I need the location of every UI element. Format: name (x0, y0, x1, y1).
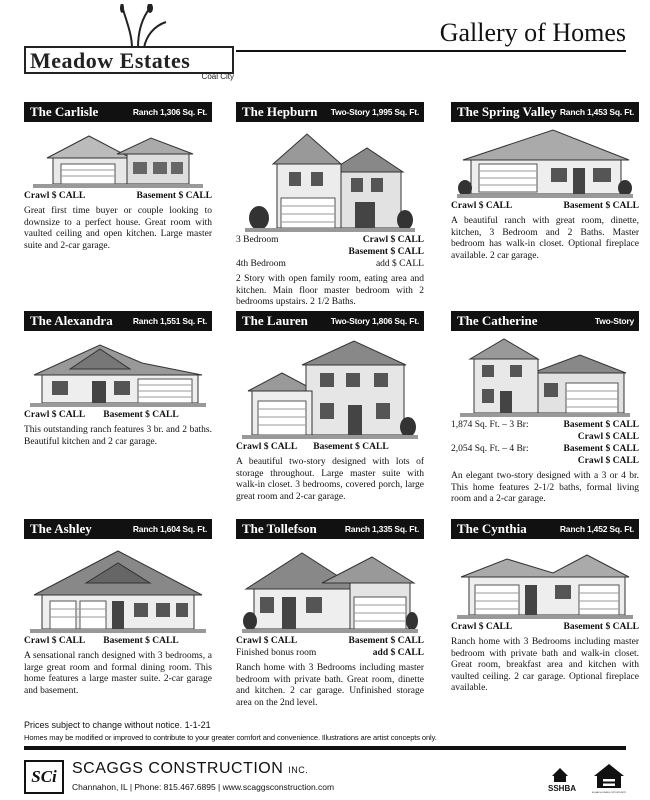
home-description: A beautiful ranch with great room, dinette, kitchen, 3 Bedroom and 2 Baths. Master bedroom has walk-in closet. Optional fireplace available. 2 car garage. (451, 216, 639, 261)
page-title: Gallery of Homes (439, 18, 626, 47)
card-header (451, 102, 639, 122)
pricing-row (236, 441, 424, 453)
pricing-label: 3 Bedroom (236, 235, 279, 245)
home-card-tollefson (236, 519, 424, 709)
home-name: The Cynthia (457, 521, 527, 536)
price-notice: Prices subject to change without notice. 1-1-21 (24, 720, 211, 730)
home-description: This outstanding ranch features 3 br. and 2 baths. Beautiful kitchen and 2 car garage. (24, 425, 212, 447)
pricing-row (24, 409, 212, 421)
pricing-block (451, 419, 639, 467)
house-illustration (460, 335, 630, 417)
footer-divider (24, 746, 626, 750)
pricing-block (24, 635, 212, 647)
home-description: A sensational ranch designed with 3 bedrooms, a large great room and formal dining room. This home features a large master suite. 2-car garage and basement. (24, 651, 212, 696)
pricing-value: Basement $ CALL (563, 420, 639, 430)
pricing-label: Crawl $ CALL (24, 191, 86, 201)
house-illustration (457, 126, 633, 198)
house-illustration (30, 543, 206, 633)
home-card-ashley (24, 519, 212, 697)
pricing-value: add $ CALL (372, 648, 424, 658)
company-logo-mark: SCi (24, 760, 64, 794)
pricing-row (451, 443, 639, 455)
pricing-value: Basement $ CALL (313, 442, 389, 452)
home-description: 2 Story with open family room, eating area and kitchen. Main floor master bedroom with 2 bedrooms upstairs. 2 1/2 Baths. (236, 274, 424, 307)
home-name: The Alexandra (30, 313, 113, 328)
header-divider (236, 50, 626, 52)
pricing-value: Basement $ CALL (348, 636, 424, 646)
equal-housing-label: EQUAL HOUSING OPPORTUNITY (592, 792, 626, 794)
pricing-label: 4th Bedroom (236, 259, 286, 269)
equal-housing-icon (592, 762, 626, 794)
home-card-alexandra (24, 311, 212, 448)
card-header (236, 102, 424, 122)
company-name (72, 760, 308, 778)
pricing-row (236, 258, 424, 270)
home-description: Great first time buyer or couple looking to downsize to a perfect house. Great room with vaulted ceiling and open kitchen. Large master suite and 2-car garage. (24, 206, 212, 251)
pricing-row (451, 431, 639, 443)
pricing-value: Basement $ CALL (563, 201, 639, 211)
home-meta: Two-Story (594, 316, 634, 326)
home-card-lauren (236, 311, 424, 503)
pricing-value: Crawl $ CALL (362, 235, 424, 245)
pricing-block (236, 635, 424, 659)
pricing-row (236, 635, 424, 647)
home-card-catherine (451, 311, 639, 506)
home-name: The Lauren (242, 313, 308, 328)
pricing-value: Basement $ CALL (563, 622, 639, 632)
pricing-label: Crawl $ CALL (24, 636, 86, 646)
ssbha-label: SSHBA (548, 784, 577, 792)
home-card-carlisle (24, 102, 212, 252)
pricing-row (236, 246, 424, 258)
pricing-row (451, 419, 639, 431)
card-header (236, 311, 424, 331)
home-card-hepburn (236, 102, 424, 309)
pricing-row (451, 621, 639, 633)
home-description: Ranch home with 3 Bedrooms including master bedroom with private bath and walk-in closet. Great room, breakfast area and kitchen with vaulted ceiling. 2 car garage. Optional fireplace available. (451, 637, 639, 693)
pricing-row (451, 200, 639, 212)
home-description: An elegant two-story designed with a 3 or 4 br. This home features 2-1/2 baths, formal living room and a 2-car garage. (451, 471, 639, 504)
pricing-block (24, 190, 212, 202)
house-illustration (242, 543, 418, 633)
company-contact: Channahon, IL | Phone: 815.467.6895 | www.scaggsconstruction.com (72, 782, 335, 792)
brand-name: Meadow Estates (30, 48, 191, 73)
pricing-row (236, 234, 424, 246)
pricing-value: Basement $ CALL (103, 410, 179, 420)
card-header (451, 519, 639, 539)
home-name: The Tollefson (242, 521, 317, 536)
pricing-label: 1,874 Sq. Ft. – 3 Br: (451, 420, 529, 430)
home-description: Ranch home with 3 Bedrooms including master bedroom with private bath. Great room, dinette and kitchen. 2 car garage. Unfinished storage area on the 2nd level. (236, 663, 424, 708)
pricing-block (451, 200, 639, 212)
pricing-label: Crawl $ CALL (24, 410, 86, 420)
card-header (24, 102, 212, 122)
pricing-value: Basement $ CALL (563, 444, 639, 454)
home-name: The Ashley (30, 521, 92, 536)
pricing-block (236, 441, 424, 453)
pricing-value: Crawl $ CALL (577, 432, 639, 442)
pricing-value: Crawl $ CALL (577, 456, 639, 466)
pricing-label: Crawl $ CALL (236, 636, 298, 646)
pricing-block (451, 621, 639, 633)
pricing-label: Crawl $ CALL (451, 201, 513, 211)
home-description: A beautiful two-story designed with lots of storage throughout. Large master suite with walk-in closet. 3 bedrooms, covered porch, large great room and 2-car garage. (236, 457, 424, 502)
home-meta: Ranch 1,335 Sq. Ft. (344, 524, 419, 534)
home-meta: Ranch 1,604 Sq. Ft. (132, 524, 207, 534)
house-illustration (245, 126, 415, 232)
card-header (236, 519, 424, 539)
brand-logo (24, 4, 236, 80)
pricing-label: Finished bonus room (236, 648, 317, 658)
pricing-block (236, 234, 424, 270)
home-card-spring-valley (451, 102, 639, 262)
pricing-block (24, 409, 212, 421)
house-illustration (30, 335, 206, 407)
card-header (451, 311, 639, 331)
pricing-label: 2,054 Sq. Ft. – 4 Br: (451, 444, 529, 454)
pricing-value: Basement $ CALL (136, 191, 212, 201)
home-meta: Ranch 1,453 Sq. Ft. (559, 107, 634, 117)
home-name: The Hepburn (242, 104, 318, 119)
disclaimer: Homes may be modified or improved to contribute to your greater comfort and convenience. Illustrations are artist concepts only. (24, 733, 437, 742)
pricing-row (451, 455, 639, 467)
pricing-value: add $ CALL (375, 259, 424, 269)
pricing-label: Crawl $ CALL (236, 442, 298, 452)
company-suffix: INC. (288, 765, 309, 775)
home-meta: Ranch 1,551 Sq. Ft. (132, 316, 207, 326)
pricing-row (24, 635, 212, 647)
home-name: The Carlisle (30, 104, 99, 119)
company-name-text: SCAGGS CONSTRUCTION (72, 760, 284, 777)
ssbha-logo-icon (548, 764, 582, 792)
house-illustration (33, 126, 203, 188)
home-name: The Catherine (457, 313, 538, 328)
card-header (24, 311, 212, 331)
brand-location: Coal City (201, 72, 234, 81)
pricing-row (24, 190, 212, 202)
home-meta: Two-Story 1,806 Sq. Ft. (330, 316, 419, 326)
pricing-value: Basement $ CALL (103, 636, 179, 646)
house-illustration (242, 335, 418, 439)
home-meta: Two-Story 1,995 Sq. Ft. (330, 107, 419, 117)
card-header (24, 519, 212, 539)
grass-icon (120, 4, 170, 48)
pricing-row (236, 647, 424, 659)
home-name: The Spring Valley (457, 104, 557, 119)
house-illustration (457, 543, 633, 619)
home-meta: Ranch 1,452 Sq. Ft. (559, 524, 634, 534)
home-card-cynthia (451, 519, 639, 695)
home-meta: Ranch 1,306 Sq. Ft. (132, 107, 207, 117)
pricing-label: Crawl $ CALL (451, 622, 513, 632)
pricing-value: Basement $ CALL (348, 247, 424, 257)
